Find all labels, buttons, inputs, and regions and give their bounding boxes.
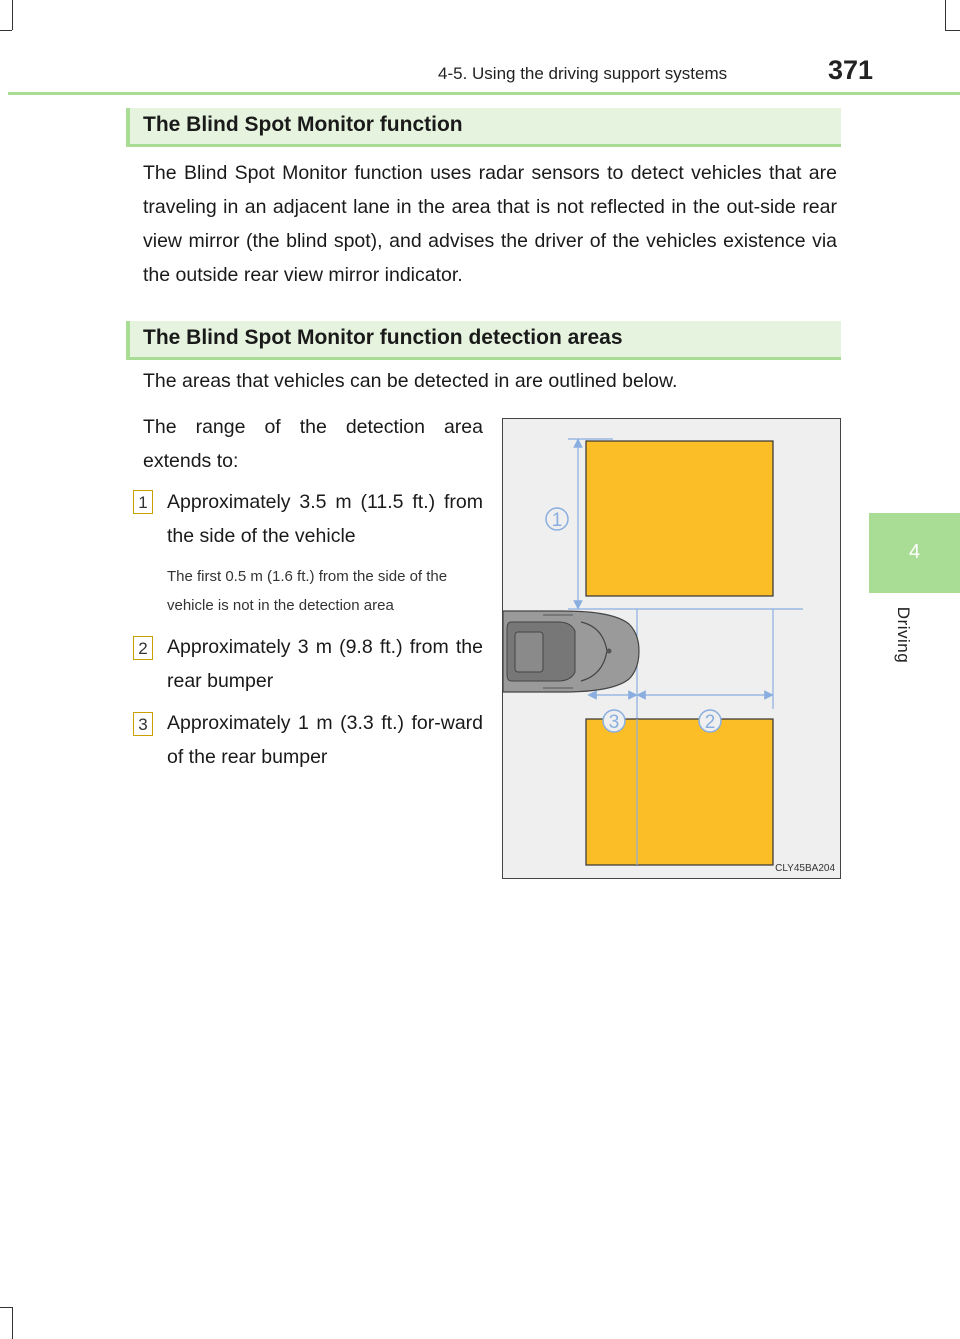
chapter-label — [893, 600, 913, 670]
figure-code: CLY45BA204 — [775, 863, 835, 874]
callout-3 — [603, 710, 625, 733]
section-heading-detection-areas — [126, 321, 841, 360]
detection-area-figure — [502, 418, 841, 879]
callout-label: 3 — [608, 712, 620, 733]
crop-mark — [945, 0, 946, 30]
crop-mark — [0, 1307, 12, 1308]
item-note: The first 0.5 m (1.6 ft.) from the side of the vehicle is not in the detection area — [167, 568, 448, 614]
heading-accent-bar — [126, 108, 130, 147]
chapter-label-text: Driving — [894, 606, 913, 664]
crop-mark — [12, 0, 13, 30]
list-item: Approximately 3.5 m (11.5 ft.) from the side of the vehicle — [167, 491, 483, 547]
callout-2 — [699, 710, 721, 733]
chapter-number: 4 — [908, 541, 921, 563]
item-number-box: 3 — [133, 712, 153, 736]
running-header: 4-5. Using the driving support systems — [438, 64, 728, 83]
range-text: The range of the detection area extends to: — [143, 416, 483, 472]
detection-area-diagram — [503, 419, 841, 879]
heading-accent-bar — [126, 321, 130, 360]
page-number: 371 — [828, 55, 874, 85]
car-illustration — [503, 611, 639, 692]
crop-mark — [0, 30, 12, 31]
section-body: The Blind Spot Monitor function uses radar sensors to detect vehicles that are traveling in an adjacent lane in the area that is not reflected in the out-side rear view mirror (the blind spot), and advises the driver of the vehicles existence via the outside rear view mirror indicator. — [143, 162, 837, 286]
callout-1 — [546, 508, 568, 531]
detection-zone-side — [586, 441, 773, 596]
item-number-box: 2 — [133, 636, 153, 660]
item-number-box: 1 — [133, 490, 153, 514]
callout-label: 2 — [704, 712, 716, 733]
crop-mark — [12, 1307, 13, 1339]
list-item: Approximately 1 m (3.3 ft.) for-ward of the rear bumper — [167, 712, 483, 768]
chapter-tab — [869, 513, 960, 593]
callout-label: 1 — [551, 510, 563, 531]
list-item: Approximately 3 m (9.8 ft.) from the rear bumper — [167, 636, 483, 692]
detection-zone-rear — [586, 719, 773, 865]
header-rule — [8, 92, 960, 95]
crop-mark — [945, 30, 960, 31]
section-intro: The areas that vehicles can be detected in are outlined below. — [143, 370, 678, 392]
section-title: The Blind Spot Monitor function — [143, 113, 463, 136]
section-title: The Blind Spot Monitor function detection areas — [143, 326, 623, 349]
section-heading-bsm-function — [126, 108, 841, 147]
